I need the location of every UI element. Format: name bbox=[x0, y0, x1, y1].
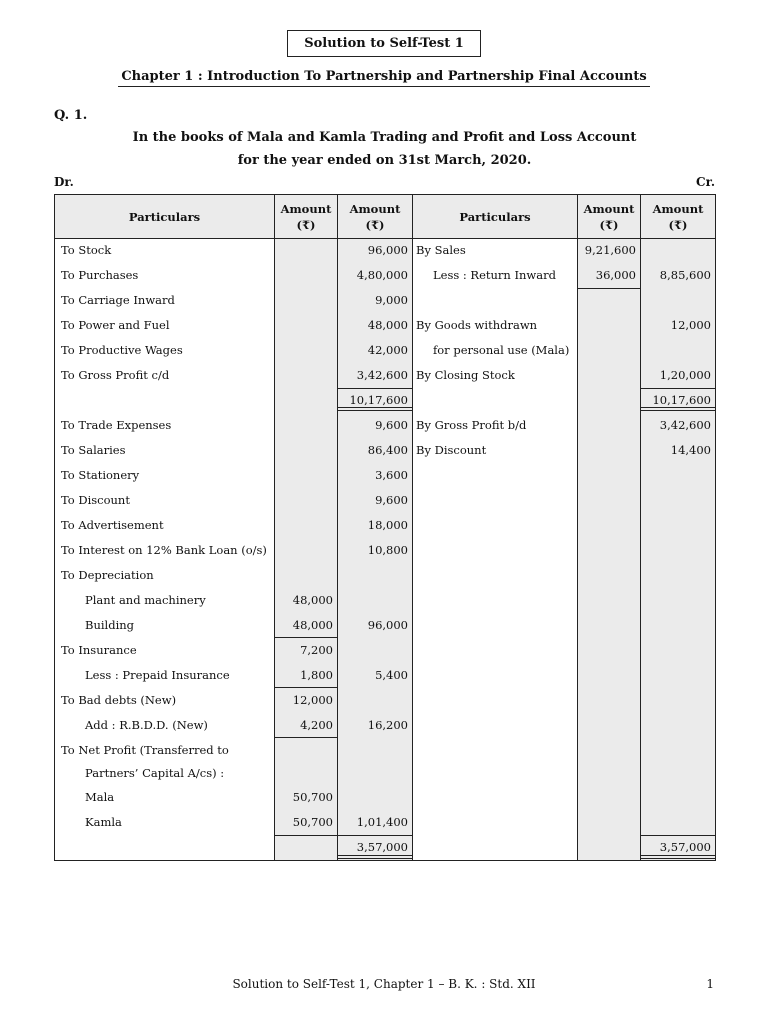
header-currency-label: (₹) bbox=[668, 217, 688, 232]
debit-amount-outer: 3,42,600 bbox=[356, 368, 408, 382]
header-currency-label: (₹) bbox=[296, 217, 316, 232]
debit-particular: To Bad debts (New) bbox=[61, 693, 177, 707]
credit-particular: for personal use (Mala) bbox=[433, 343, 570, 357]
credit-row bbox=[55, 438, 715, 463]
debit-amount-outer: 18,000 bbox=[367, 518, 408, 532]
credit-amount-outer bbox=[641, 288, 715, 313]
debit-particular: Less : Prepaid Insurance bbox=[85, 668, 230, 682]
debit-amount-outer: 96,000 bbox=[367, 243, 408, 257]
credit-particular: By Goods withdrawn bbox=[416, 318, 538, 332]
debit-row bbox=[55, 663, 715, 688]
header-currency-label: (₹) bbox=[599, 217, 619, 232]
debit-amount-outer bbox=[338, 563, 412, 588]
header-credit-amount1 bbox=[578, 195, 640, 238]
debit-row bbox=[55, 538, 715, 563]
page-number: 1 bbox=[706, 977, 714, 991]
header-debit-amount1 bbox=[275, 195, 337, 238]
debit-particular: Add : R.B.D.D. (New) bbox=[85, 718, 208, 732]
header-currency-label: (₹) bbox=[365, 217, 385, 232]
debit-amount-inner: 12,000 bbox=[292, 693, 333, 707]
credit-amount-inner: 9,21,600 bbox=[584, 243, 636, 257]
debit-row bbox=[55, 638, 715, 663]
net-profit-total: 1,01,400 bbox=[356, 815, 408, 829]
credit-particular: Less : Return Inward bbox=[433, 268, 556, 282]
debit-amount-outer: 9,600 bbox=[375, 418, 408, 432]
debit-particular: To Power and Fuel bbox=[61, 318, 170, 332]
debit-amount-outer: 10,800 bbox=[367, 543, 408, 557]
debit-particular: To Advertisement bbox=[61, 518, 164, 532]
page-footer: Solution to Self-Test 1, Chapter 1 – B. K. : Std. XII bbox=[232, 977, 536, 991]
credit-amount-inner bbox=[578, 363, 640, 388]
credit-amount-inner bbox=[578, 438, 640, 463]
header-credit-particulars: Particulars bbox=[459, 209, 531, 224]
credit-particular: By Sales bbox=[416, 243, 466, 257]
debit-amount-outer: 9,600 bbox=[375, 493, 408, 507]
credit-row bbox=[55, 338, 715, 363]
credit-row bbox=[55, 363, 715, 388]
credit-amount-outer: 8,85,600 bbox=[659, 268, 711, 282]
account-period: for the year ended on 31st March, 2020. bbox=[237, 153, 532, 168]
ledger-table bbox=[54, 194, 716, 861]
debit-amount-inner: 48,000 bbox=[292, 618, 333, 632]
credit-amount-outer: 14,400 bbox=[670, 443, 711, 457]
debit-amount-inner: 7,200 bbox=[300, 643, 333, 657]
debit-particular: To Productive Wages bbox=[61, 343, 183, 357]
debit-particular: To Gross Profit c/d bbox=[61, 368, 170, 382]
debit-particular: To Interest on 12% Bank Loan (o/s) bbox=[61, 543, 267, 557]
credit-amount-outer: 1,20,000 bbox=[659, 368, 711, 382]
debit-particular: To Discount bbox=[61, 493, 130, 507]
credit-row bbox=[55, 413, 715, 438]
credit-amount-inner: 36,000 bbox=[595, 268, 636, 282]
debit-amount-outer: 3,600 bbox=[375, 468, 408, 482]
credit-amount-inner bbox=[578, 413, 640, 438]
debit-amount-inner bbox=[275, 488, 337, 513]
debit-row bbox=[55, 488, 715, 513]
partner-kamla-label: Kamla bbox=[85, 815, 122, 829]
account-heading: In the books of Mala and Kamla Trading and Profit and Loss Account bbox=[132, 130, 637, 145]
debit-amount-inner bbox=[275, 538, 337, 563]
debit-label: Dr. bbox=[54, 175, 74, 189]
debit-amount-outer: 10,17,600 bbox=[349, 393, 408, 407]
debit-amount-outer: 4,80,000 bbox=[356, 268, 408, 282]
credit-amount-outer: 10,17,600 bbox=[652, 393, 711, 407]
table-row bbox=[55, 738, 715, 763]
credit-amount-inner bbox=[578, 313, 640, 338]
debit-amount-outer: 96,000 bbox=[367, 618, 408, 632]
debit-particular: To Insurance bbox=[61, 643, 137, 657]
table-row bbox=[55, 785, 715, 810]
debit-amount-outer bbox=[338, 688, 412, 713]
debit-row bbox=[55, 613, 715, 638]
header-amount-label: Amount bbox=[583, 201, 635, 216]
credit-amount-outer bbox=[641, 238, 715, 263]
debit-amount-outer: 16,200 bbox=[367, 718, 408, 732]
credit-amount-outer bbox=[641, 338, 715, 363]
debit-row bbox=[55, 563, 715, 588]
credit-amount-inner bbox=[578, 338, 640, 363]
debit-amount-inner: 4,200 bbox=[300, 718, 333, 732]
credit-amount-outer: 3,42,600 bbox=[659, 418, 711, 432]
credit-particular: By Discount bbox=[416, 443, 487, 457]
net-profit-line2: Partners’ Capital A/cs) : bbox=[85, 766, 225, 780]
partner-mala-amount: 50,700 bbox=[292, 790, 333, 804]
debit-amount-inner bbox=[275, 513, 337, 538]
debit-grand-total: 3,57,000 bbox=[356, 840, 408, 854]
debit-amount-outer bbox=[338, 638, 412, 663]
header-amount-label: Amount bbox=[652, 201, 704, 216]
credit-row bbox=[55, 388, 715, 413]
debit-amount-inner: 1,800 bbox=[300, 668, 333, 682]
credit-particular bbox=[413, 288, 580, 313]
debit-particular: To Trade Expenses bbox=[61, 418, 172, 432]
credit-amount-inner bbox=[578, 288, 640, 313]
debit-amount-outer: 9,000 bbox=[375, 293, 408, 307]
debit-row bbox=[55, 688, 715, 713]
debit-amount-inner bbox=[275, 463, 337, 488]
debit-amount-outer bbox=[338, 588, 412, 613]
credit-particular: By Gross Profit b/d bbox=[416, 418, 527, 432]
chapter-heading: Chapter 1 : Introduction To Partnership and Partnership Final Accounts bbox=[118, 69, 650, 87]
debit-particular: To Salaries bbox=[61, 443, 126, 457]
debit-amount-outer: 5,400 bbox=[375, 668, 408, 682]
debit-amount-outer: 42,000 bbox=[367, 343, 408, 357]
debit-particular: To Depreciation bbox=[61, 568, 154, 582]
credit-label: Cr. bbox=[696, 175, 715, 189]
credit-particular bbox=[413, 388, 580, 413]
page-title: Solution to Self-Test 1 bbox=[287, 30, 481, 57]
header-amount-label: Amount bbox=[349, 201, 401, 216]
debit-particular: To Stationery bbox=[61, 468, 140, 482]
credit-particular: By Closing Stock bbox=[416, 368, 515, 382]
header-credit-amount2 bbox=[641, 195, 715, 238]
debit-particular: Plant and machinery bbox=[85, 593, 206, 607]
debit-particular: Building bbox=[85, 618, 135, 632]
table-row bbox=[55, 835, 715, 860]
debit-particular: To Purchases bbox=[61, 268, 139, 282]
table-row bbox=[55, 761, 715, 786]
header-debit-particulars: Particulars bbox=[128, 209, 201, 224]
net-profit-line1: To Net Profit (Transferred to bbox=[61, 743, 229, 757]
credit-amount-inner bbox=[578, 388, 640, 413]
debit-particular: To Stock bbox=[61, 243, 112, 257]
header-amount-label: Amount bbox=[280, 201, 332, 216]
debit-row bbox=[55, 713, 715, 738]
credit-row bbox=[55, 238, 715, 263]
header-debit-amount2 bbox=[338, 195, 412, 238]
debit-row bbox=[55, 588, 715, 613]
partner-mala-label: Mala bbox=[85, 790, 115, 804]
debit-row bbox=[55, 463, 715, 488]
question-number: Q. 1. bbox=[54, 108, 88, 123]
debit-particular: To Carriage Inward bbox=[61, 293, 175, 307]
partner-kamla-amount: 50,700 bbox=[292, 815, 333, 829]
debit-amount-inner bbox=[275, 563, 337, 588]
credit-row bbox=[55, 313, 715, 338]
debit-amount-outer: 48,000 bbox=[367, 318, 408, 332]
debit-amount-inner: 48,000 bbox=[292, 593, 333, 607]
credit-amount-outer: 12,000 bbox=[670, 318, 711, 332]
debit-row bbox=[55, 513, 715, 538]
credit-grand-total: 3,57,000 bbox=[659, 840, 711, 854]
credit-row bbox=[55, 288, 715, 313]
credit-row bbox=[55, 263, 715, 288]
debit-amount-outer: 86,400 bbox=[367, 443, 408, 457]
table-row bbox=[55, 810, 715, 835]
